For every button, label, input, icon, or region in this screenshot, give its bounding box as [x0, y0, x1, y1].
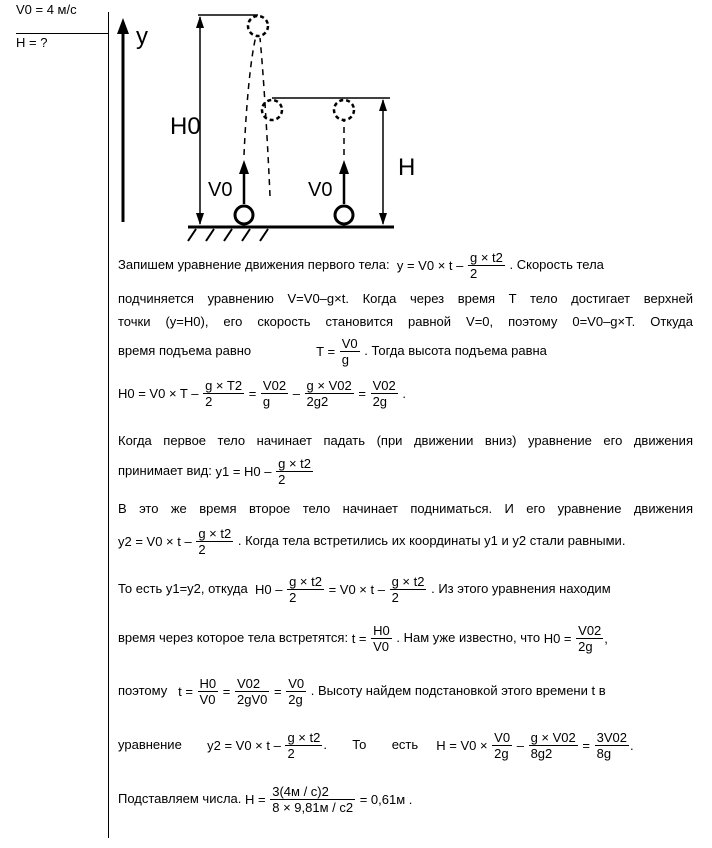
ball-one-velocity-arrow	[239, 160, 249, 174]
solution-line-7: принимает вид: y1 = H0 – $\frac{g \times t2}{2}$	[118, 456, 312, 487]
ground-hatching	[188, 229, 268, 241]
ball-one-top-position	[248, 16, 268, 36]
h0-label: H0	[170, 113, 201, 140]
solution-line-12: поэтому t = $\frac{H0}{V0}$ = $\frac{V02}{2gV0}$ = $\frac{V0}{2g}$ . Высоту найдем подстановкой этого времени t в	[118, 676, 606, 707]
solution-line-2: подчиняется уравнению V=V0–g×t. Когда через время T тело достигает верхней	[118, 291, 693, 306]
solution-line-3: точки (y=H0), его скорость становится равной V=0, поэтому 0=V0–g×T. Откуда	[118, 314, 693, 329]
solution-line-6: Когда первое тело начинает падать (при движении вниз) уравнение его движения	[118, 433, 693, 448]
y-axis-label: y	[136, 23, 148, 50]
trajectories	[244, 36, 344, 196]
given-divider	[16, 33, 108, 34]
solution-line-1: Запишем уравнение движения первого тела: y = V0 × t – $\frac{g \times t2}{2}$ . Скорость тела	[118, 250, 604, 281]
meeting-position-two	[334, 100, 354, 120]
ball-one	[235, 206, 253, 224]
v0-right-label: V0	[308, 179, 333, 201]
ball-two	[335, 206, 353, 224]
solution-line-8: В это же время второе тело начинает подниматься. И его уравнение движения	[118, 501, 693, 516]
given-vertical-divider	[108, 12, 109, 838]
y-axis-arrow	[117, 18, 129, 34]
h-label: H	[398, 154, 416, 181]
solution-line-9: y2 = V0 × t – $\frac{g \times t2}{2}$ . Когда тела встретились их координаты y1 и y2 стали равными.	[118, 526, 626, 557]
motion-diagram	[110, 0, 416, 245]
given-h: H = ?	[16, 35, 48, 50]
solution-line-11: время через которое тела встретятся: t = $\frac{H0}{V0}$ . Нам уже известно, что H0 = $\frac{V02}{2g}$ ,	[118, 623, 608, 654]
solution-line-10: То есть y1=y2, откуда H0 – $\frac{g \times t2}{2}$ = V0 × t – $\frac{g \times t2}{2}$ . Из этого уравнения находим	[118, 574, 611, 605]
solution-line-14: Подставляем числа. H = 3(4м / с)2 8 × 9,81м / с2 = 0,61м .	[118, 784, 413, 815]
ball-two-velocity-arrow	[339, 160, 349, 174]
given-v0: V0 = 4 м/с	[16, 2, 77, 17]
solution-line-5: H0 = V0 × T – $\frac{g \times T2}{2}$ = $\frac{V02}{g}$ – $\frac{g \times V02}{2g2}$ = $\frac{V02}{2g}$ .	[118, 378, 406, 409]
v0-left-label: V0	[208, 179, 233, 201]
solution-line-4: время подъема равно T = $\frac{V0}{g}$ . Тогда высота подъема равна	[118, 336, 547, 367]
solution-line-13: уравнение y2 = V0 × t – $\frac{g \times t2}{2}$ . То есть H = V0 × $\frac{V0}{2g}$ – $\frac{g \times V02}{8g2}$ = $\frac{3V02}{8g}$ .	[118, 730, 634, 761]
